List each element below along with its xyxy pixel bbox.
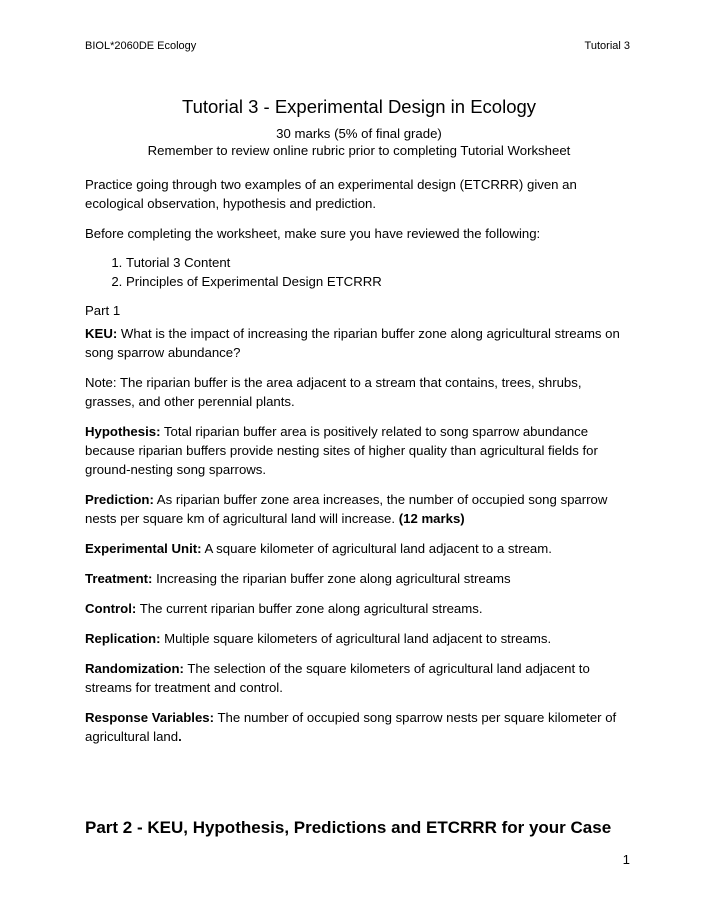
prediction-paragraph (85, 490, 633, 528)
note-paragraph: Note: The riparian buffer is the area adjacent to a stream that contains, trees, shrubs, grasses, and other perennial plants. (85, 375, 582, 409)
replication-label: Replication: (85, 631, 161, 646)
review-list (85, 253, 633, 291)
page-title: Tutorial 3 - Experimental Design in Ecology (181, 96, 537, 117)
hypothesis-text: Total riparian buffer area is positively related to song sparrow abundance because riparian buffers provide nesting sites of higher quality than agricultural fields for ground-nesting song sparrows. (85, 424, 598, 477)
page-content (85, 96, 633, 746)
prediction-text: As riparian buffer zone area increases, the number of occupied song sparrow nests per square km of agricultural land will increase. (85, 492, 608, 526)
randomization-paragraph (85, 659, 633, 697)
marks-line: 30 marks (5% of final grade) (276, 126, 442, 141)
response-label: Response Variables: (85, 710, 215, 725)
response-end: . (178, 729, 182, 744)
treatment-text: Increasing the riparian buffer zone along agricultural streams (152, 571, 511, 586)
replication-text: Multiple square kilometers of agricultural land adjacent to streams. (160, 631, 552, 646)
prediction-marks: (12 marks) (398, 511, 465, 526)
unit-paragraph (85, 539, 633, 558)
page-number: 1 (622, 852, 630, 867)
list-item: 2. Principles of Experimental Design ETCRRR (126, 272, 633, 291)
response-text: The number of occupied song sparrow nests per square kilometer of agricultural land (85, 710, 617, 744)
unit-label: Experimental Unit: (85, 541, 202, 556)
treatment-label: Treatment: (85, 571, 153, 586)
control-paragraph (85, 599, 633, 618)
part2-heading: Part 2 - KEU, Hypothesis, Predictions and ETCRRR for your Case (85, 818, 612, 837)
treatment-paragraph (85, 569, 633, 588)
intro-paragraph: Practice going through two examples of an experimental design (ETCRRR) given an ecological observation, hypothesis and prediction. (85, 177, 577, 211)
list-item: 1. Tutorial 3 Content (126, 253, 633, 272)
before-paragraph: Before completing the worksheet, make sure you have reviewed the following: (85, 226, 541, 241)
replication-paragraph (85, 629, 633, 648)
hypothesis-paragraph (85, 422, 633, 479)
keu-label: KEU: (85, 326, 118, 341)
header-course: BIOL*2060DE Ecology (85, 40, 197, 52)
header-tutorial: Tutorial 3 (584, 40, 630, 52)
randomization-text: The selection of the square kilometers of agricultural land adjacent to streams for treatment and control. (85, 661, 590, 695)
unit-text: A square kilometer of agricultural land adjacent to a stream. (201, 541, 552, 556)
rubric-line: Remember to review online rubric prior to completing Tutorial Worksheet (147, 143, 571, 158)
control-text: The current riparian buffer zone along agricultural streams. (136, 601, 483, 616)
randomization-label: Randomization: (85, 661, 184, 676)
keu-text: What is the impact of increasing the riparian buffer zone along agricultural streams on song sparrow abundance? (85, 326, 620, 360)
response-paragraph (85, 708, 633, 746)
prediction-label: Prediction: (85, 492, 154, 507)
keu-paragraph (85, 324, 633, 362)
control-label: Control: (85, 601, 137, 616)
part1-heading: Part 1 (85, 303, 121, 318)
hypothesis-label: Hypothesis: (85, 424, 161, 439)
